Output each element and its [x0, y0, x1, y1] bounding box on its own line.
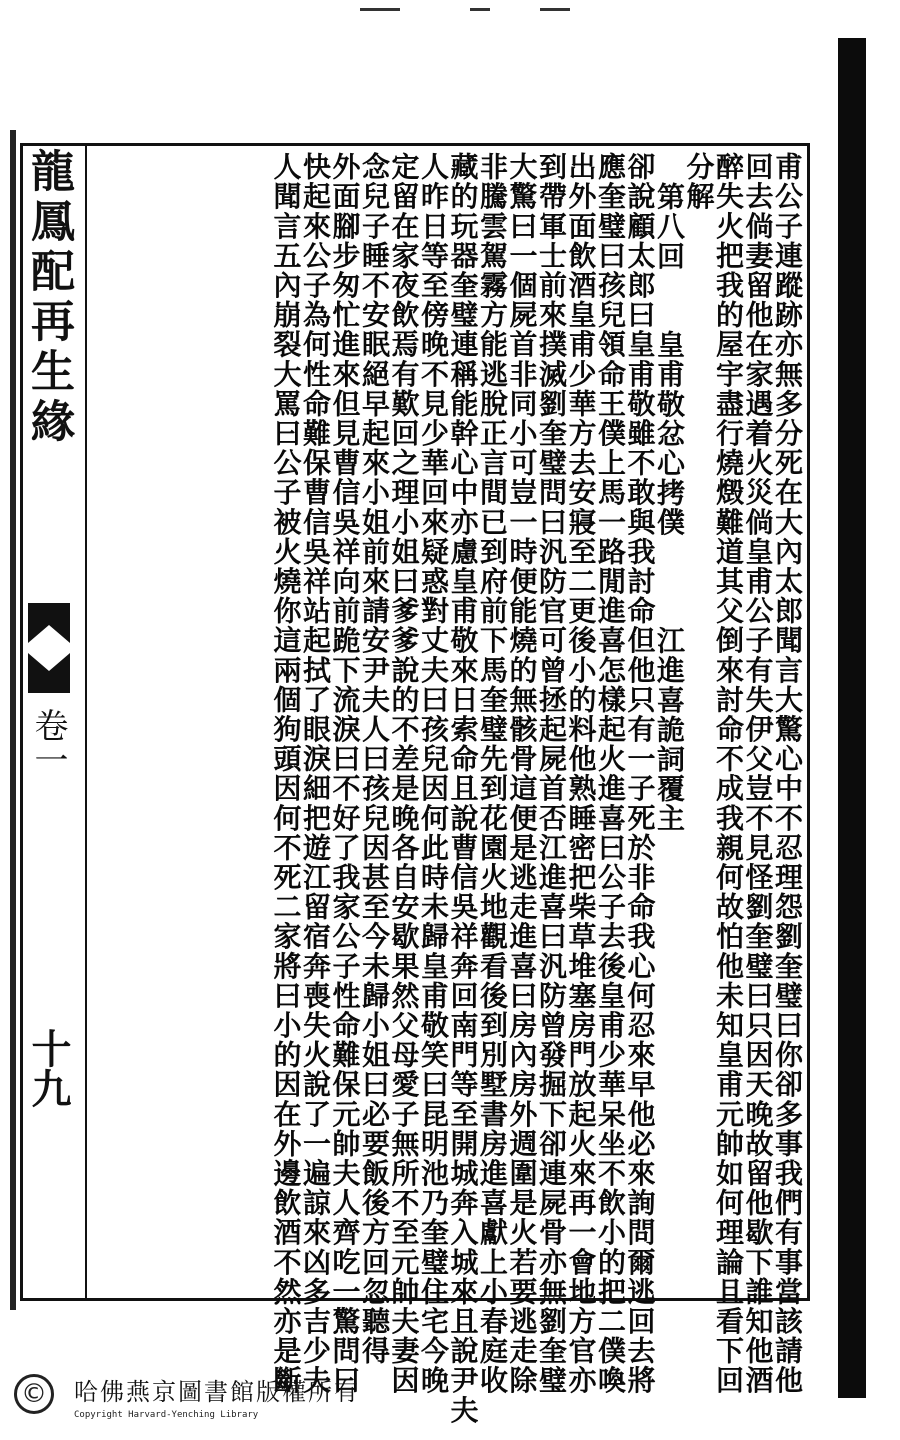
volume-label: 卷一 — [28, 708, 68, 776]
chapter-heading: 第八回 皇甫敬忿心拷僕 江進喜詭詞覆主 — [653, 182, 686, 834]
block-margin-column — [24, 148, 72, 1288]
copyright-text: 哈佛燕京圖書館版權所有 — [74, 1378, 360, 1406]
text-column: 出外面飲酒皇甫少華方去安寢至二更後小的料他熟睡密把柴草堆塞房門放起火來再一會地方官亦 — [564, 152, 598, 1396]
binding-shadow — [838, 38, 866, 1398]
text-column: 甫公子連蹤跡亦無多分死在大內太郎聞言大驚心中不忍理怨劉奎璧曰你卻多事我們有事當該請他 — [771, 152, 804, 1396]
page-number: 十九 — [25, 1028, 72, 1108]
book-title: 龍鳳配再生緣 — [23, 148, 74, 448]
text-column: 非騰雲駕霧方能逃脫正言間已到府前下馬奎璧先到花園火地觀看後到別墅書房進喜獻上小春庭收 — [476, 152, 509, 1396]
text-column: 人聞言五內崩裂大罵曰公子被火燒你這兩個狗頭因何不死二家將曰小的因在外邊飲酒不然亦是斷 — [269, 152, 303, 1396]
text-column: 到帶軍士前來撲滅劉奎璧問曰汎防官可曾拯起屍首否江進喜曰汎防曾發掘下卻連屍骨亦無劉奎璧 — [535, 152, 568, 1396]
copyright-stamp — [10, 1362, 360, 1428]
top-edge-marks — [350, 8, 610, 16]
text-column: 藏的玩器奎璧連稱能幹心中亦慮皇甫敬來日索命且說曹信吳祥奔回南門等至開城奔入城來且說尹夫 — [446, 152, 480, 1425]
text-column: 分解 — [682, 152, 716, 212]
text-column: 回去倘妻留他在家遇着火災倘皇甫公子有失伊父豈不見怪劉奎璧曰只因天晚故留他歇下誰知他酒 — [741, 152, 775, 1396]
text-column: 卻說顧太郎曰皇甫敬雖不敢與我討命但他只有一子死於非命我心何忍來早他必來詢問爾逃回去將 — [623, 152, 657, 1396]
text-column: 定留在家夜飲焉有歎回之理小姐曰爹爹說的不差是晚各自安歇果然父母愛子無所不至元帥夫妻因 — [387, 152, 421, 1396]
page-left-edge — [10, 130, 16, 1310]
fish-tail-mark-lower — [28, 653, 70, 693]
text-column: 應奎璧曰孩兒領命王僕上馬一路閒進喜怎樣起火進喜曰公子去後皇甫少華呆坐不飲小的把二僕喚 — [594, 152, 627, 1396]
text-column: 人昨日等至傍晚不見少華回來疑惑對丈夫曰孩兒因何此時未歸皇甫敬笑曰昆明池乃奎璧住宅今晚 — [417, 152, 450, 1396]
copyright-subtext: Copyright Harvard-Yenching Library — [74, 1410, 259, 1420]
copyright-icon: © — [14, 1374, 54, 1414]
text-column: 外面腳步匆忙進來但見曹信吳祥向前跪下流淚曰不好了我家公子性命難保元帥夫人齊吃一驚問曰 — [328, 152, 362, 1396]
text-column: 大驚曰一個屍首非同小可豈一時便能燒的無骸骨這便是逃走進喜曰房內房外週圍是火若要逃走除 — [505, 152, 539, 1396]
text-column: 快起來公子為何性命難保曹信吳祥站起拭了眼淚細把遊江留宿奔喪失火說了一遍諒來凶多吉少夫 — [299, 152, 332, 1396]
fish-tail-mark-upper — [28, 603, 70, 643]
text-column: 醉失火把我的屋宇盡行燒燬難道其父倒來討命不成我親何故怕他未知皇甫元帥如何理論且看下回 — [712, 152, 745, 1396]
text-column: 念兒子睡不安眠絕早起來小姐前來請安尹夫人曰孩兒因甚至今未歸小姐曰必要飯後方回忽聽得 — [358, 152, 391, 1366]
